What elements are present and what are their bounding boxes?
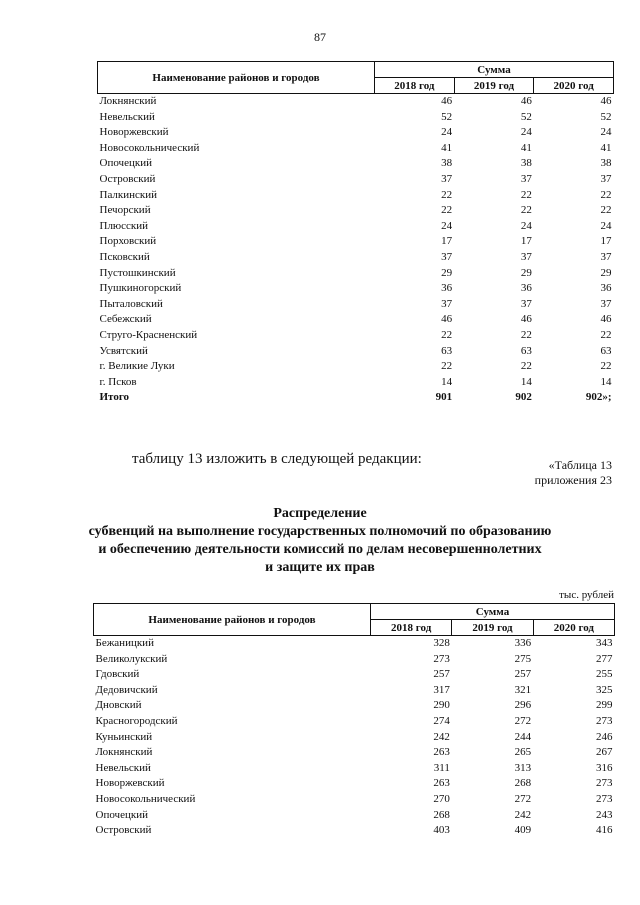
table-row: [98, 188, 614, 204]
amount-cell: 37: [600, 297, 612, 310]
district-name-cell: Усвятский: [99, 344, 148, 357]
amendment-instruction: таблицу 13 изложить в следующей редакции:: [132, 451, 422, 467]
amount-cell: 22: [600, 328, 612, 341]
column-header-name: Наименование районов и городов: [94, 604, 371, 636]
district-name-cell: Псковский: [99, 250, 150, 263]
title-line-3: и обеспечению деятельности комиссий по делам несовершеннолетних: [98, 542, 542, 557]
amount-cell: 296: [514, 699, 532, 712]
column-header-2018: 2018 год: [371, 620, 452, 636]
amount-cell: 273: [596, 777, 613, 790]
district-name-cell: Плюсский: [99, 219, 149, 232]
table-row: [98, 203, 614, 219]
district-name-cell: Новосокольнический: [95, 792, 196, 805]
table-row: [98, 125, 614, 141]
table-row: [94, 730, 615, 746]
table-row: [98, 141, 614, 157]
total-row: [98, 390, 614, 406]
amount-cell: 321: [514, 683, 532, 696]
amount-cell: 37: [441, 297, 453, 310]
district-name-cell: Невельский: [99, 110, 155, 123]
amount-cell: 46: [520, 95, 532, 107]
amount-cell: 273: [596, 792, 613, 805]
amount-cell: 246: [596, 730, 613, 743]
commission-subvention-table: [93, 603, 615, 839]
table-row: [98, 266, 614, 282]
amount-cell: 22: [520, 328, 532, 341]
district-name-cell: Опочецкий: [99, 157, 152, 170]
amount-cell: 22: [520, 188, 532, 201]
amount-cell: 29: [600, 266, 612, 279]
column-header-2020: 2020 год: [533, 620, 614, 636]
table-row: [98, 297, 614, 313]
total-amount-cell: 901: [435, 391, 453, 404]
amount-cell: 277: [596, 652, 613, 665]
amount-cell: 22: [600, 360, 612, 373]
title-line-2: субвенций на выполнение государственных полномочий по образованию: [88, 524, 552, 539]
title-line-4: и защите их прав: [265, 560, 375, 575]
amount-cell: 38: [520, 157, 532, 170]
amount-cell: 24: [520, 219, 532, 232]
amount-cell: 24: [520, 126, 532, 139]
column-header-2019: 2019 год: [454, 78, 534, 94]
amount-cell: 22: [441, 188, 453, 201]
amount-cell: 24: [441, 219, 453, 232]
table-row: [94, 683, 615, 699]
amount-cell: 316: [596, 761, 613, 774]
district-name-cell: Порховский: [99, 235, 157, 248]
amount-cell: 52: [520, 110, 532, 123]
column-header-2019: 2019 год: [452, 620, 533, 636]
district-name-cell: Дедовичский: [95, 683, 158, 696]
amount-cell: 46: [441, 313, 453, 326]
amount-cell: 270: [433, 792, 450, 805]
table-row: [98, 172, 614, 188]
amount-cell: 268: [514, 777, 532, 790]
amount-cell: 403: [433, 824, 450, 837]
amount-cell: 265: [514, 746, 532, 759]
amount-cell: 52: [600, 110, 612, 123]
district-name-cell: Пушкиногорский: [99, 282, 182, 295]
amount-cell: 63: [520, 344, 532, 357]
total-amount-cell: 902: [515, 391, 532, 404]
amount-cell: 416: [596, 824, 613, 837]
amount-cell: 255: [596, 668, 613, 681]
table-row: [98, 234, 614, 250]
amount-cell: 244: [514, 730, 532, 743]
amount-cell: 299: [596, 699, 613, 712]
amount-cell: 17: [520, 235, 532, 248]
table-row: [94, 808, 615, 824]
amount-cell: 41: [520, 141, 532, 154]
amount-cell: 36: [600, 282, 612, 295]
table-row: [98, 94, 614, 110]
amount-cell: 22: [441, 360, 453, 373]
column-header-2018: 2018 год: [375, 78, 455, 94]
district-name-cell: Новоржевский: [95, 777, 165, 790]
amount-cell: 267: [596, 746, 613, 759]
table-row: [94, 636, 615, 652]
district-subsidy-table-continued: [97, 61, 614, 406]
amount-cell: 22: [441, 328, 453, 341]
table-row: [94, 652, 615, 668]
table-row: [98, 281, 614, 297]
total-amount-cell: 902»;: [585, 391, 612, 404]
district-name-cell: Палкинский: [99, 188, 158, 201]
district-name-cell: Локнянский: [95, 746, 153, 759]
district-name-cell: Новосокольнический: [99, 141, 200, 154]
table-row: [94, 776, 615, 792]
amount-cell: 317: [433, 683, 450, 696]
table-row: [98, 344, 614, 360]
amount-cell: 290: [433, 699, 450, 712]
amount-cell: 257: [514, 668, 532, 681]
amount-cell: 325: [596, 683, 613, 696]
amount-cell: 37: [600, 250, 612, 263]
amount-cell: 46: [520, 313, 532, 326]
district-name-cell: Островский: [95, 824, 152, 837]
amount-cell: 37: [600, 172, 612, 185]
amount-cell: 272: [514, 792, 532, 805]
table-row: [98, 156, 614, 172]
amount-cell: 17: [600, 235, 612, 248]
amount-cell: 275: [514, 652, 532, 665]
district-name-cell: Гдовский: [95, 668, 140, 681]
page-number: 87: [314, 30, 326, 44]
amount-cell: 273: [433, 652, 450, 665]
table-row: [98, 110, 614, 126]
units-label: тыс. рублей: [559, 589, 614, 601]
district-name-cell: Красногородский: [95, 714, 178, 727]
district-name-cell: Невельский: [95, 761, 151, 774]
amount-cell: 38: [600, 157, 612, 170]
district-name-cell: Новоржевский: [99, 126, 169, 139]
district-name-cell: Пустошкинский: [99, 266, 176, 279]
amount-cell: 37: [441, 172, 453, 185]
amount-cell: 243: [596, 808, 613, 821]
table-row: [94, 761, 615, 777]
table-row: [94, 667, 615, 683]
district-name-cell: Себежский: [99, 313, 152, 326]
district-name-cell: Печорский: [99, 204, 151, 217]
amount-cell: 37: [520, 172, 532, 185]
amount-cell: 268: [433, 808, 450, 821]
table-row: [98, 219, 614, 235]
amount-cell: 29: [520, 266, 532, 279]
table-row: [94, 745, 615, 761]
table-row: [98, 250, 614, 266]
amount-cell: 17: [441, 235, 453, 248]
district-name-cell: Пыталовский: [99, 297, 163, 310]
amount-cell: 328: [433, 637, 450, 649]
amount-cell: 29: [441, 266, 453, 279]
amount-cell: 257: [433, 668, 450, 681]
table-caption-appendix: приложения 23: [534, 473, 612, 487]
column-header-2020: 2020 год: [534, 78, 614, 94]
amount-cell: 274: [433, 714, 450, 727]
amount-cell: 36: [441, 282, 453, 295]
amount-cell: 24: [600, 219, 612, 232]
amount-cell: 263: [433, 746, 450, 759]
amount-cell: 336: [514, 637, 532, 649]
amount-cell: 311: [433, 761, 450, 774]
amount-cell: 63: [441, 344, 453, 357]
amount-cell: 273: [596, 714, 613, 727]
district-name-cell: Бежаницкий: [95, 637, 154, 649]
amount-cell: 409: [514, 824, 532, 837]
amount-cell: 41: [600, 141, 612, 154]
total-label: Итого: [99, 391, 130, 404]
table-row: [94, 823, 615, 839]
table-row: [94, 714, 615, 730]
amount-cell: 263: [433, 777, 450, 790]
amount-cell: 14: [600, 375, 612, 388]
district-name-cell: г. Псков: [99, 375, 137, 388]
amount-cell: 37: [441, 250, 453, 263]
amount-cell: 14: [520, 375, 532, 388]
district-name-cell: Куньинский: [95, 730, 153, 743]
amount-cell: 24: [600, 126, 612, 139]
district-name-cell: Великолукский: [95, 652, 168, 665]
district-name-cell: Дновский: [95, 699, 142, 712]
table-row: [94, 792, 615, 808]
amount-cell: 22: [520, 360, 532, 373]
table-title: [0, 505, 640, 577]
amount-cell: 242: [433, 730, 450, 743]
amount-cell: 22: [600, 188, 612, 201]
table-caption-number: «Таблица 13: [548, 458, 612, 472]
amount-cell: 37: [520, 297, 532, 310]
amount-cell: 24: [441, 126, 453, 139]
amount-cell: 22: [520, 204, 532, 217]
amount-cell: 46: [600, 313, 612, 326]
amount-cell: 46: [441, 95, 453, 107]
amount-cell: 38: [441, 157, 453, 170]
amount-cell: 41: [441, 141, 453, 154]
amount-cell: 242: [514, 808, 532, 821]
amount-cell: 14: [441, 375, 453, 388]
column-header-sum: Сумма: [375, 62, 614, 78]
district-name-cell: Островский: [99, 172, 156, 185]
amount-cell: 63: [600, 344, 612, 357]
amount-cell: 36: [520, 282, 532, 295]
amount-cell: 22: [441, 204, 453, 217]
table-row: [98, 328, 614, 344]
district-name-cell: Локнянский: [99, 95, 157, 107]
title-line-1: Распределение: [273, 506, 367, 521]
district-name-cell: г. Великие Луки: [99, 360, 175, 373]
district-name-cell: Струго-Красненский: [99, 328, 198, 341]
amount-cell: 37: [520, 250, 532, 263]
table-row: [94, 698, 615, 714]
amount-cell: 22: [600, 204, 612, 217]
column-header-sum: Сумма: [371, 604, 615, 620]
amount-cell: 313: [514, 761, 532, 774]
district-name-cell: Опочецкий: [95, 808, 148, 821]
amount-cell: 272: [514, 714, 532, 727]
amount-cell: 52: [441, 110, 453, 123]
column-header-name: Наименование районов и городов: [98, 62, 375, 94]
table-row: [98, 375, 614, 391]
amount-cell: 343: [596, 637, 613, 649]
amount-cell: 46: [600, 95, 612, 107]
table-row: [98, 312, 614, 328]
table-row: [98, 359, 614, 375]
